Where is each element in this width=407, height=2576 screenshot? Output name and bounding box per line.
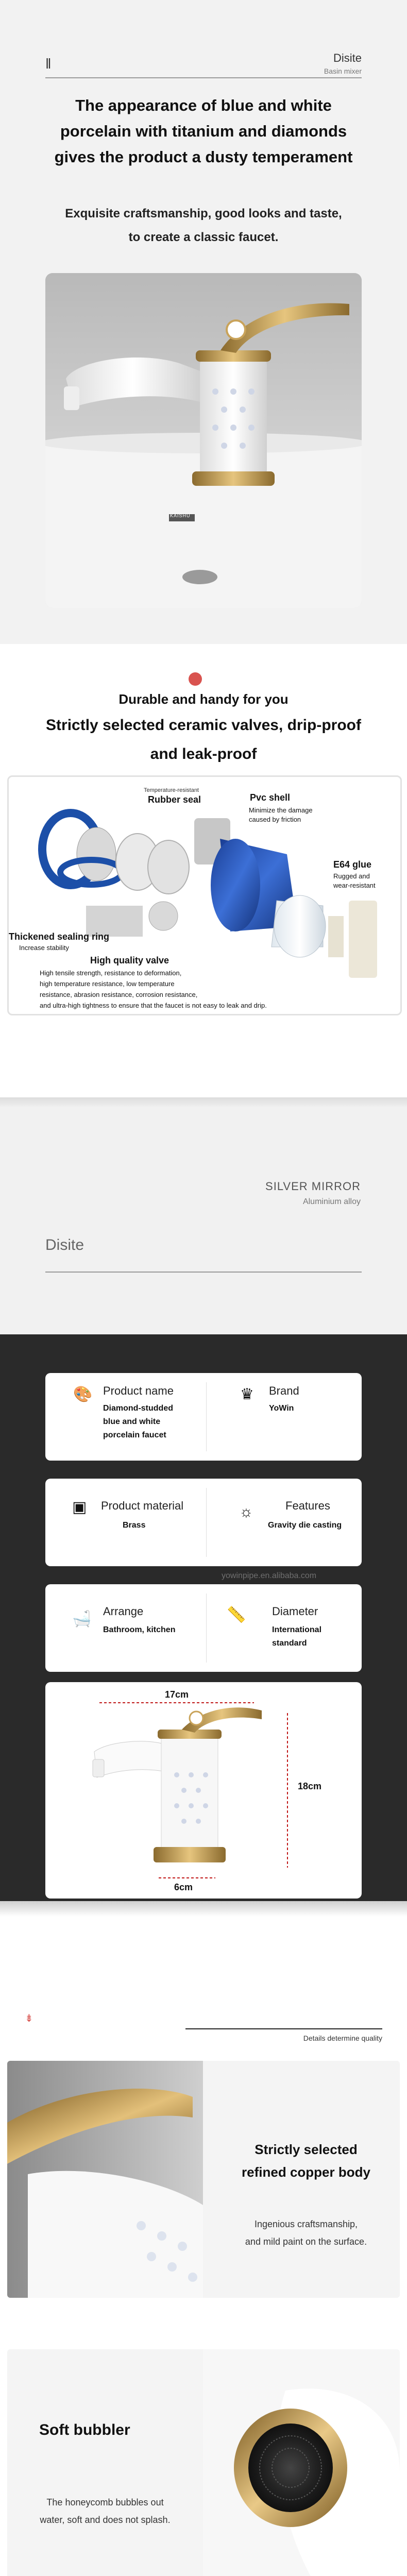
intro-subline xyxy=(21,202,386,249)
red-mark-icon: ⇟ xyxy=(25,2013,33,2024)
rubber-seal-head: Temperature-resistant xyxy=(144,787,199,793)
watermark: yowinpipe.en.alibaba.com xyxy=(222,1571,317,1580)
divider xyxy=(45,1272,362,1273)
detail-desc-line: and mild paint on the surface. xyxy=(245,2236,367,2247)
dim-width: 17cm xyxy=(165,1689,189,1700)
detail-title: Soft bubbler xyxy=(39,2421,130,2438)
pvc-desc-line: Minimize the damage xyxy=(249,806,313,814)
sun-icon: ☼ xyxy=(239,1503,253,1520)
spec-card xyxy=(45,1584,362,1672)
aerator-photo xyxy=(203,2349,400,2576)
headline-line: The appearance of blue and white xyxy=(75,96,332,114)
spec-value-line: blue and white xyxy=(103,1417,161,1426)
glue-desc-line: Rugged and xyxy=(333,872,370,880)
faucet-hero-image xyxy=(45,273,362,608)
glue-desc-line: wear-resistant xyxy=(333,882,376,889)
detail-desc xyxy=(7,2494,203,2529)
detail-title-line: Strictly selected xyxy=(255,2142,358,2157)
spec-value: Brass xyxy=(123,1521,146,1530)
mirror-brand: Disite xyxy=(45,1236,84,1253)
valve-desc-line: resistance, abrasion resistance, corrosion resistance, xyxy=(40,991,198,998)
valve-desc-line: High tensile strength, resistance to deformation, xyxy=(40,969,182,977)
divider xyxy=(206,1488,207,1557)
brand-subtitle: Basin mixer xyxy=(324,67,362,75)
divider xyxy=(0,1901,407,1917)
spec-card xyxy=(45,1373,362,1461)
pvc-desc-line: caused by friction xyxy=(249,816,301,823)
divider xyxy=(0,1097,407,1108)
valves-title xyxy=(10,711,397,769)
mirror-sub: Aluminium alloy xyxy=(302,1197,361,1206)
valve-desc xyxy=(40,968,395,1011)
valves-title-line: Strictly selected ceramic valves, drip-proof xyxy=(46,717,361,734)
spec-label: Arrange xyxy=(103,1605,144,1618)
spec-card xyxy=(45,1479,362,1566)
detail-panel xyxy=(7,2061,400,2298)
divider xyxy=(206,1594,207,1663)
cube-icon: ▣ xyxy=(72,1499,87,1516)
spec-value-line: Diamond-studded xyxy=(103,1404,173,1413)
headline-line: gives the product a dusty temperament xyxy=(54,148,353,166)
detail-title-line: refined copper body xyxy=(242,2164,370,2180)
glue-label: E64 glue xyxy=(333,859,372,870)
spec-label: Features xyxy=(285,1499,330,1512)
spec-value: Gravity die casting xyxy=(268,1521,342,1530)
spec-label: Brand xyxy=(269,1384,299,1397)
brand-name: Disite xyxy=(333,52,362,64)
dim-height: 18cm xyxy=(298,1781,322,1791)
valves-title-line: and leak-proof xyxy=(150,745,257,762)
crown-icon: ♛ xyxy=(240,1386,254,1403)
spec-value-line: standard xyxy=(272,1639,307,1648)
pipe-label: KAISHU xyxy=(170,513,191,518)
glue-desc xyxy=(333,872,376,890)
brand-logo-mark: ‖ xyxy=(45,56,52,72)
spec-value: YoWin xyxy=(269,1404,294,1413)
spec-value xyxy=(103,1402,173,1442)
detail-desc-line: water, soft and does not splash. xyxy=(40,2515,171,2525)
copper-body-photo xyxy=(7,2061,203,2298)
valves-kicker: Durable and handy for you xyxy=(118,691,289,707)
headline-line: porcelain with titanium and diamonds xyxy=(60,122,347,140)
red-dot-icon xyxy=(189,672,202,686)
valve-desc-line: and ultra-high tightness to ensure that the faucet is not easy to leak and drip. xyxy=(40,1002,267,1009)
detail-title xyxy=(213,2138,399,2183)
spec-value-line: International xyxy=(272,1625,322,1634)
sealing-ring-label: Thickened sealing ring xyxy=(9,931,110,942)
mirror-title: SILVER MIRROR xyxy=(265,1180,361,1193)
palette-icon: 🎨 xyxy=(73,1386,93,1403)
bathtub-icon: 🛁 xyxy=(72,1611,92,1628)
spec-label: Product material xyxy=(101,1499,184,1512)
divider xyxy=(45,77,362,78)
spec-value: Bathroom, kitchen xyxy=(103,1625,176,1634)
intro-headline xyxy=(21,93,386,170)
spec-value-line: porcelain faucet xyxy=(103,1431,166,1439)
valve-exploded-diagram xyxy=(7,775,402,1015)
dim-base: 6cm xyxy=(174,1882,193,1892)
faucet-hero-photo xyxy=(45,273,362,608)
mirror-section xyxy=(0,1097,407,1334)
dimension-card xyxy=(45,1682,362,1899)
detail-panel xyxy=(7,2349,400,2576)
pvc-shell-desc xyxy=(249,806,313,824)
spec-label: Product name xyxy=(103,1384,174,1397)
spec-label: Diameter xyxy=(272,1605,318,1618)
rubber-seal-label: Rubber seal xyxy=(148,794,201,805)
valve-label: High quality valve xyxy=(90,955,169,965)
divider xyxy=(185,2028,382,2029)
valve-desc-line: high temperature resistance, low temperature xyxy=(40,980,175,988)
divider xyxy=(206,1382,207,1451)
ruler-icon: 📏 xyxy=(227,1606,246,1623)
pvc-shell-label: Pvc shell xyxy=(250,792,291,803)
detail-desc-line: The honeycomb bubbles out xyxy=(46,2497,164,2507)
subline-line: to create a classic faucet. xyxy=(128,230,279,244)
spec-value xyxy=(272,1623,321,1650)
details-tagline: Details determine quality xyxy=(303,2034,382,2042)
detail-desc-line: Ingenious craftsmanship, xyxy=(254,2219,358,2229)
subline-line: Exquisite craftsmanship, good looks and taste, xyxy=(65,207,342,221)
sealing-ring-desc: Increase stability xyxy=(19,944,69,952)
detail-desc xyxy=(213,2215,399,2250)
